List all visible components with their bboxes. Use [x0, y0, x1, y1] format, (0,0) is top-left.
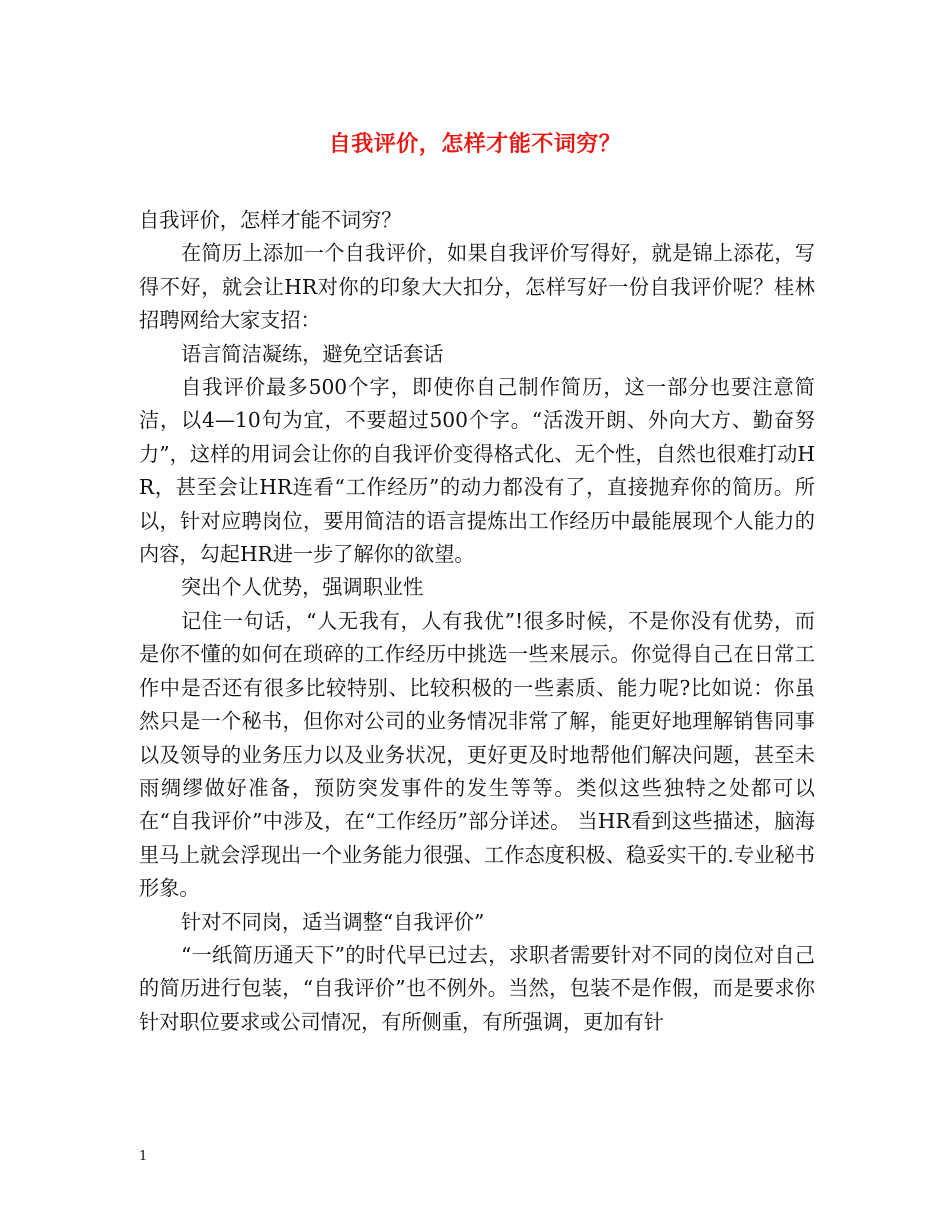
section-heading-adjust: 针对不同岗，适当调整“自我评价”	[181, 909, 485, 934]
intro-heading: 自我评价，怎样才能不词穷？	[139, 208, 402, 232]
section-heading-concise: 语言简洁凝练，避免空话套话	[181, 341, 444, 366]
section-paragraph-concise: 自我评价最多500个字，即使你自己制作简历，这一部分也要注意简洁，以4—10句为宜，不要超过500个字。“活泼开朗、外向大方、勤奋努力”，这样的用词会让你的自我评价变得格式化、无个性，自然也很难打动HR，甚至会让HR连看“工作经历”的动力都没有了，直接抛弃你的简历。所以，针对应聘岗位，要用简洁的语言提炼出工作经历中最能展现个人能力的内容，勾起HR进一步了解你的欲望。	[139, 375, 815, 567]
section-paragraph-adjust: “一纸简历通天下”的时代早已过去，求职者需要针对不同的岗位对自己的简历进行包装，“自我评价”也不例外。当然，包装不是作假，而是要求你针对职位要求或公司情况，有所侧重，有所强调，更加有针	[139, 942, 815, 1034]
document-title: 自我评价，怎样才能不词穷？	[328, 131, 622, 157]
intro-paragraph: 在简历上添加一个自我评价，如果自我评价写得好，就是锦上添花，写得不好，就会让HR对你的印象大大扣分，怎样写好一份自我评价呢？桂林招聘网给大家支招：	[139, 241, 815, 333]
document-body	[139, 204, 815, 1039]
section-paragraph-advantages: 记住一句话，“人无我有，人有我优”!很多时候，不是你没有优势，而是你不懂的如何在琐碎的工作经历中挑选一些来展示。你觉得自己在日常工作中是否还有很多比较特别、比较积极的一些素质、能力呢?比如说：你虽然只是一个秘书，但你对公司的业务情况非常了解，能更好地理解销售同事以及领导的业务压力以及业务状况，更好更及时地帮他们解决问题，甚至未雨绸缪做好准备，预防突发事件的发生等等。类似这些独特之处都可以在“自我评价”中涉及，在“工作经历”部分详述。 当HR看到这些描述，脑海里马上就会浮现出一个业务能力很强、工作态度积极、稳妥实干的.专业秘书形象。	[139, 608, 815, 901]
page-number: 1	[139, 1149, 148, 1164]
section-heading-advantages: 突出个人优势，强调职业性	[181, 575, 424, 600]
